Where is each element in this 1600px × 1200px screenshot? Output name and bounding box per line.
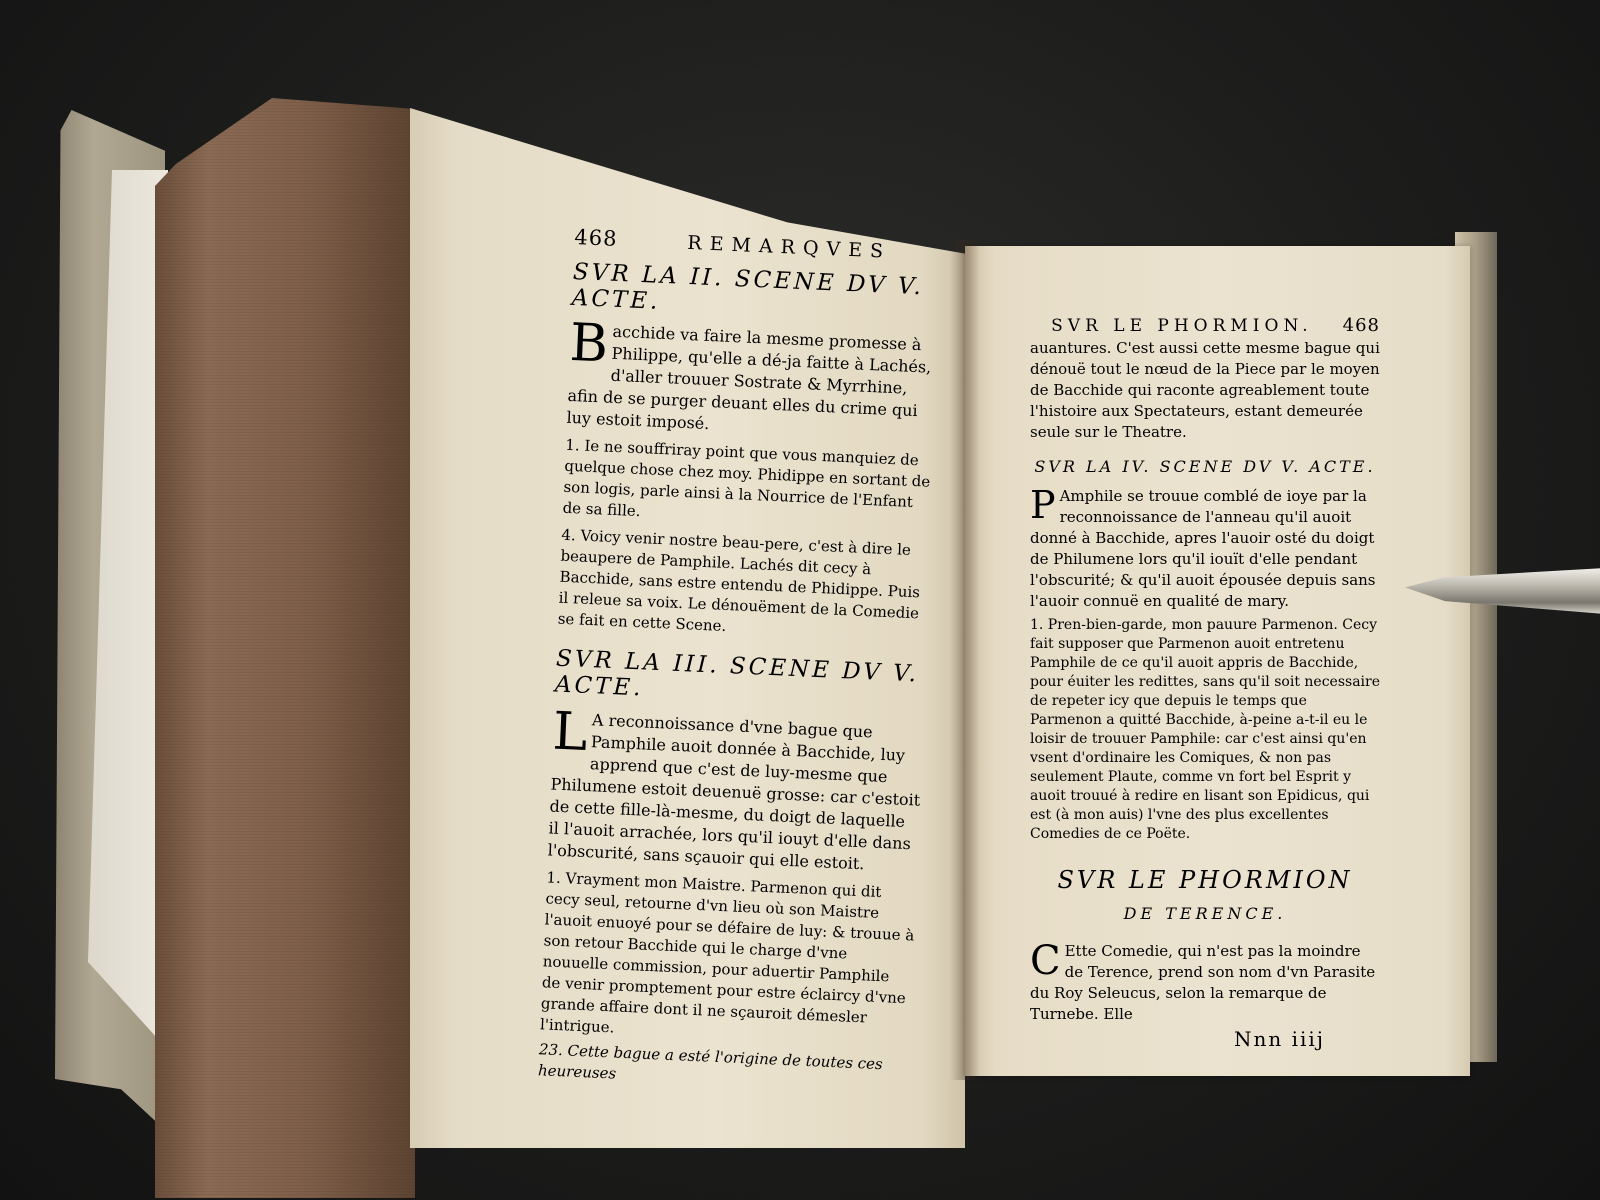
page-number: 468 xyxy=(1342,315,1380,336)
section-heading: SVR LA II. SCENE DV V. ACTE. xyxy=(571,258,925,315)
footnote: 23. Cette bague a esté l'origine de toutes ces heureuses xyxy=(537,1040,884,1083)
signature-mark: Nnn iiij xyxy=(1233,1027,1325,1051)
section-paragraph: acchide va faire la mesme promesse à Philippe, qu'elle a dé-ja faitte à Lachés, d'aller trouuer Sostrate & Myrrhine, afin de se purger deuant elles du crime qui luy estoit imposé. xyxy=(566,321,932,434)
section-paragraph: Amphile se trouue comblé de ioye par la reconnoissance de l'anneau qu'il auoit donné à Bacchide, apres l'auoir osté du doigt de Philumene lors qu'il iouït d'elle pendant l'obscurité; & qu'il auoit épousée depuis sans l'auoir connuë en qualité de mary. xyxy=(1030,487,1376,610)
footnote: 4. Voicy venir nostre beau-pere, c'est à dire le beaupere de Pamphile. Lachés dit cecy à Bacchide, sans estre entendu de Phidippe. Puis il releue sa voix. Le dénouëment de la Comedie se fait en cette Scene. xyxy=(557,525,921,635)
footnote: 1. Pren-bien-garde, mon pauure Parmenon. Cecy fait supposer que Parmenon auoit entretenu Pamphile de ce qu'il auoit appris de Bacchide, pour éuiter les redittes, sans qu'il soit necessaire de repeter icy que depuis le temps que Parmenon a quitté Bacchide, à-peine a-t-il eu le loisir de trouuer Pamphile: car c'est ainsi qu'en vsent d'ordinaire les Comiques, & non pas seulement Plaute, comme vn fort bel Esprit y auoit trouué à redire en lisant son Epidicus, qui est (à mon auis) l'vne des plus excellentes Comedies de ce Poëte. xyxy=(1030,617,1380,842)
page-block-edge xyxy=(155,98,415,1198)
drop-cap: B xyxy=(568,312,610,375)
section-heading: SVR LA IV. SCENE DV V. ACTE. xyxy=(1034,457,1376,476)
drop-cap: C xyxy=(1030,938,1061,984)
right-page-text xyxy=(1030,315,1380,1051)
drop-cap: L xyxy=(551,701,589,763)
footnote: 1. Ie ne souffriray point que vous manquiez de quelque chose chez moy. Phidippe en sortant de son logis, parle ainsi à la Nourrice de l'Enfant de sa fille. xyxy=(562,435,931,521)
section-heading: SVR LA III. SCENE DV V. ACTE. xyxy=(554,645,920,702)
drop-cap: P xyxy=(1030,483,1056,527)
book-gutter xyxy=(950,240,980,1080)
left-page-text xyxy=(538,225,945,1097)
page-number: 468 xyxy=(573,225,619,251)
title-subheading: DE TERENCE. xyxy=(1123,904,1287,923)
section-paragraph: A reconnoissance d'vne bague que Pamphile auoit donnée à Bacchide, luy apprend que c'est de luy-mesme que Philumene estoit deuenuë grosse: car c'estoit de cette fille-là-mesme, du doigt de laquelle il l'auoit arrachée, lors qu'il iouyt d'elle dans l'obscurité, sans sçauoir qui elle estoit. xyxy=(547,710,921,874)
continuation-text: auantures. C'est aussi cette mesme bague qui dénouë tout le nœud de la Piece par le moyen de Bacchide qui raconte agreablement toute l'histoire aux Spectateurs, estant demeurée seule sur le Theatre. xyxy=(1030,339,1380,441)
title-heading: SVR LE PHORMION xyxy=(1057,866,1353,894)
section-paragraph: Ette Comedie, qui n'est pas la moindre de Terence, prend son nom d'vn Parasite du Roy Seleucus, selon la remarque de Turnebe. Elle xyxy=(1030,942,1376,1023)
running-head: REMARQVES xyxy=(686,231,892,263)
footnote: 1. Vrayment mon Maistre. Parmenon qui dit cecy seul, retourne d'vn lieu où son Maistre l'auoit enuoyé pour se défaire de luy: & trouue à son retour Bacchide qui le charge d'vne nouuelle commission, pour aduertir Pamphile de venir promptement pour estre éclaircy d'vne grande affaire dont il ne sçauroit démesler l'intrigue. xyxy=(539,868,915,1037)
running-head: SVR LE PHORMION. xyxy=(1051,316,1313,336)
